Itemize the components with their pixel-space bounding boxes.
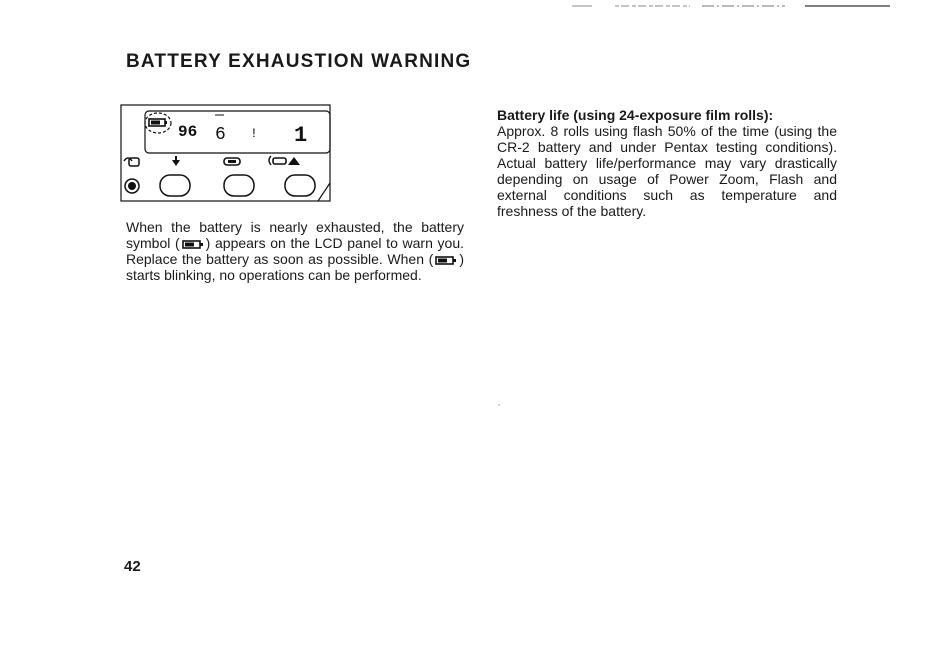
lcd-panel-illustration	[120, 103, 342, 207]
battery-symbol-icon	[182, 240, 204, 249]
page-title: BATTERY EXHAUSTION WARNING	[126, 51, 472, 72]
battery-blinking-icon	[435, 256, 457, 265]
small-indicator: !	[250, 126, 258, 141]
frame-counter: 96	[178, 123, 198, 141]
scan-artifact-lines	[0, 0, 925, 12]
scan-speck	[498, 404, 500, 406]
self-timer-icon	[172, 156, 180, 166]
battery-warning-text-part1: When the battery is nearly exhausted, the battery symbol (	[126, 219, 464, 251]
flash-icon	[224, 158, 240, 165]
battery-life-body: Approx. 8 rolls using flash 50% of the time (using the CR-2 battery and under Pentax testing conditions). Actual battery life/performance may vary drastically depending on usage of Power Zoom, Flash and external conditions such as temperature and freshness of the battery.	[497, 123, 837, 219]
button-1	[160, 175, 190, 196]
battery-warning-text	[126, 219, 464, 283]
remote-icon	[124, 158, 139, 166]
battery-life-section	[497, 107, 837, 219]
panorama-icon	[269, 156, 286, 165]
mode-digit: 6	[215, 125, 226, 145]
battery-warning-text-part2: ) appears on the LCD panel to warn you. Replace the battery as soon as possible. When (	[126, 235, 464, 267]
battery-life-heading: Battery life (using 24-exposure film rolls):	[497, 107, 774, 123]
page-number: 42	[124, 558, 141, 575]
battery-icon	[145, 113, 171, 133]
mode-button	[125, 179, 139, 193]
landscape-icon	[288, 157, 300, 165]
battery-warning-text-part3: ) starts blinking, no operations can be performed.	[126, 251, 464, 283]
right-indicator: 1	[294, 123, 308, 148]
button-2	[224, 175, 254, 196]
button-3	[285, 175, 315, 196]
